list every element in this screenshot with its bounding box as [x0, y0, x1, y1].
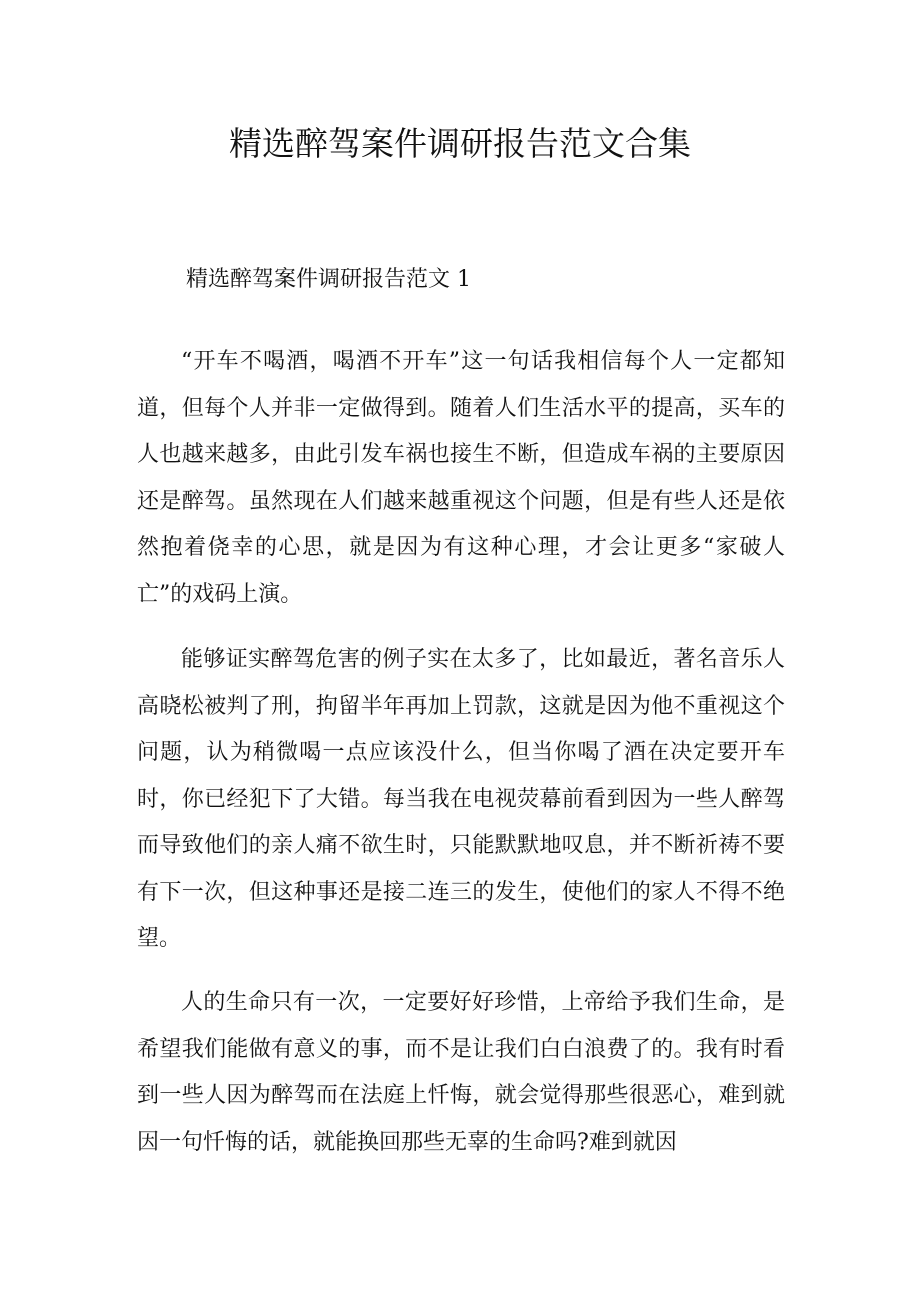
document-title: 精选醉驾案件调研报告范文合集	[229, 124, 691, 163]
paragraph-3: 人的生命只有一次，一定要好好珍惜，上帝给予我们生命，是希望我们能做有意义的事，而不是让我们白白浪费了的。我有时看到一些人因为醉驾而在法庭上忏悔，就会觉得那些很恶心，难到就因一句忏悔的话，就能换回那些无辜的生命吗?难到就因	[137, 990, 785, 1155]
paragraph-2: 能够证实醉驾危害的例子实在太多了，比如最近，著名音乐人高晓松被判了刑，拘留半年再加上罚款，这就是因为他不重视这个问题，认为稍微喝一点应该没什么，但当你喝了酒在决定要开车时，你已经犯下了大错。每当我在电视荧幕前看到因为一些人醉驾而导致他们的亲人痛不欲生时，只能默默地叹息，并不断祈祷不要有下一次，但这种事还是接二连三的发生，使他们的家人不得不绝望。	[137, 647, 785, 951]
paragraph-1: “开车不喝酒，喝酒不开车”这一句话我相信每个人一定都知道，但每个人并非一定做得到。随着人们生活水平的提高，买车的人也越来越多，由此引发车祸也接生不断，但造成车祸的主要原因还是醉驾。虽然现在人们越来越重视这个问题，但是有些人还是依然抱着侥幸的心思，就是因为有这种心理，才会让更多“家破人亡”的戏码上演。	[137, 349, 785, 607]
section-heading: 精选醉驾案件调研报告范文 1	[186, 267, 471, 292]
